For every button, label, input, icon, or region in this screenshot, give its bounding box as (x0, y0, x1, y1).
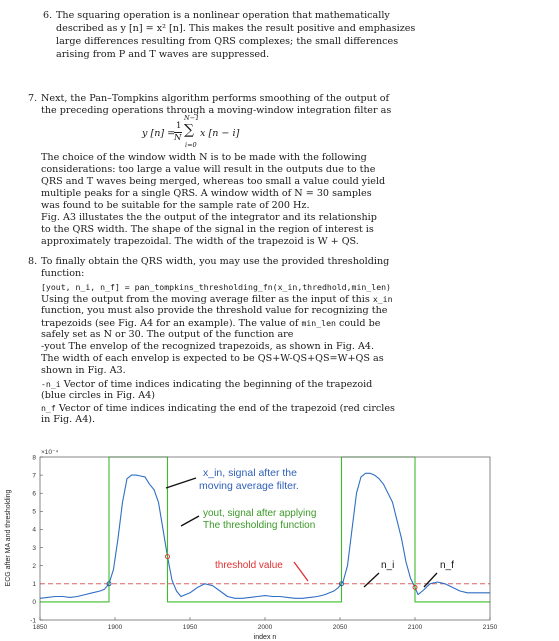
x-tick-label: 2000 (257, 624, 273, 631)
item-7-para-line-6: Fig. A3 illustates the the output of the integrator and its relationship (41, 212, 377, 223)
annotation-xin-line-2: moving average filter. (199, 480, 299, 492)
y-axis-label: ECG after MA and thresholding (5, 489, 12, 587)
y-tick-label: 4 (32, 526, 36, 534)
y-tick-label: -1 (30, 617, 36, 625)
item-8-line-8: -yout The envelop of the recognized trapezoids, as shown in Fig. A4. (41, 341, 375, 352)
y-tick-label: 6 (32, 490, 36, 498)
annotation-nf-text: n_f (440, 560, 454, 571)
item-8-code-signature: [yout, n_i, n_f] = pan_tompkins_thresholding_fn(x_in,thredhold,min_len) (41, 282, 391, 292)
item-8-line-9: The width of each envelop is expected to be QS+W-QS+QS=W+QS as (41, 353, 384, 364)
item-7-para-line-2: considerations: too large a value will result in the outputs due to the (41, 164, 376, 175)
x-tick-label: 2050 (332, 624, 348, 631)
item-6-line-1: The squaring operation is a nonlinear operation that mathematically (56, 10, 390, 21)
formula-sum-symbol: ∑ (184, 122, 194, 138)
item-8-line-5: function, you must also provide the threshold value for recognizing the (41, 305, 388, 316)
y-tick-label: 0 (32, 599, 36, 607)
item-6-line-3: large differences resulting from QRS complexes; the small differences (56, 36, 399, 47)
item-7-number: 7. (28, 93, 38, 104)
item-8-number: 8. (28, 256, 38, 267)
item-8-line-6-code: min_len (301, 318, 336, 328)
item-8-line-7: safely set as N or 30. The output of the function are (41, 329, 294, 340)
item-7-para-line-7: to the QRS width. The shape of the signal in the region of interest is (41, 224, 374, 235)
item-8-line-13-text: Vector of time indices indicating the end of the trapezoid (red circles (55, 403, 395, 414)
item-6-number: 6. (43, 10, 53, 21)
item-8-line-11-code: -n_i (41, 379, 61, 389)
x-tick-label: 1900 (107, 624, 123, 631)
item-7-line-1: Next, the Pan–Tompkins algorithm performs smoothing of the output of (41, 93, 390, 104)
item-6-line-2: described as y [n] = x² [n]. This makes the result positive and emphasizes (56, 23, 416, 34)
item-8-line-1: To finally obtain the QRS width, you may use the provided thresholding (41, 256, 390, 267)
y-tick-label: 1 (32, 581, 36, 589)
item-8-line-10: shown in Fig. A3. (41, 365, 126, 376)
item-7-para-line-5: was found to be suitable for the sample rate of 200 Hz. (41, 200, 310, 211)
item-7-line-2: the preceding operations through a moving-window integration filter as (41, 105, 392, 116)
x-tick-label: 1950 (182, 624, 198, 631)
formula-sum-top: N−1 (184, 114, 200, 122)
item-8-line-6-text-a: trapezoids (see Fig. A4 for an example). The value of (41, 318, 302, 329)
thresholding-chart (0, 444, 559, 641)
item-7-para-line-8: approximately trapezoidal. The width of the trapezoid is W + QS. (41, 236, 359, 247)
y-tick-label: 3 (32, 544, 36, 552)
formula-frac-num: 1 (176, 121, 182, 131)
item-8-line-13-code: n_f (41, 403, 56, 413)
item-8-line-4-code: x_in (372, 294, 393, 304)
x-tick-label: 2100 (407, 624, 423, 631)
formula-frac-den: N (174, 133, 182, 143)
y-exponent-label: ×10⁻⁴ (41, 449, 59, 456)
annotation-ni-text: n_i (381, 560, 395, 571)
formula-rhs: x [n − i] (200, 128, 240, 139)
annotation-yout-line-1: yout, signal after applying (203, 508, 317, 519)
annotation-yout-line-2: The thresholding function (203, 520, 316, 531)
formula-sum-bottom: i=0 (185, 141, 197, 149)
item-8-line-2: function: (41, 268, 85, 279)
annotation-threshold-text: threshold value (215, 560, 283, 571)
x-tick-label: 1850 (32, 624, 48, 631)
y-tick-label: 7 (32, 472, 36, 480)
item-8-line-6-text-b: could be (335, 318, 381, 329)
item-8-line-4-text: Using the output from the moving average filter as the input of this (41, 294, 373, 305)
y-tick-label: 8 (32, 454, 36, 462)
annotation-xin-line-1: x_in, signal after the (203, 467, 297, 479)
item-8-line-12: (blue circles in Fig. A4) (41, 390, 156, 401)
item-7-para-line-4: multiple peaks for a single QRS. A window width of N = 30 samples (41, 188, 372, 199)
y-tick-label: 2 (32, 562, 36, 570)
x-tick-label: 2150 (482, 624, 498, 631)
formula-lhs: y [n] = (142, 128, 176, 139)
item-7-para-line-1: The choice of the window width N is to be made with the following (41, 152, 367, 163)
x-axis-label: index n (253, 634, 277, 641)
item-6-line-4: arising from P and T waves are suppressed. (56, 49, 270, 60)
item-8-line-14: in Fig. A4). (41, 414, 96, 425)
item-8-line-11-text: Vector of time indices indicating the beginning of the trapezoid (60, 379, 373, 390)
y-tick-label: 5 (32, 508, 36, 516)
item-7-para-line-3: QRS and T waves being merged, whereas too small a value could yield (41, 176, 386, 187)
